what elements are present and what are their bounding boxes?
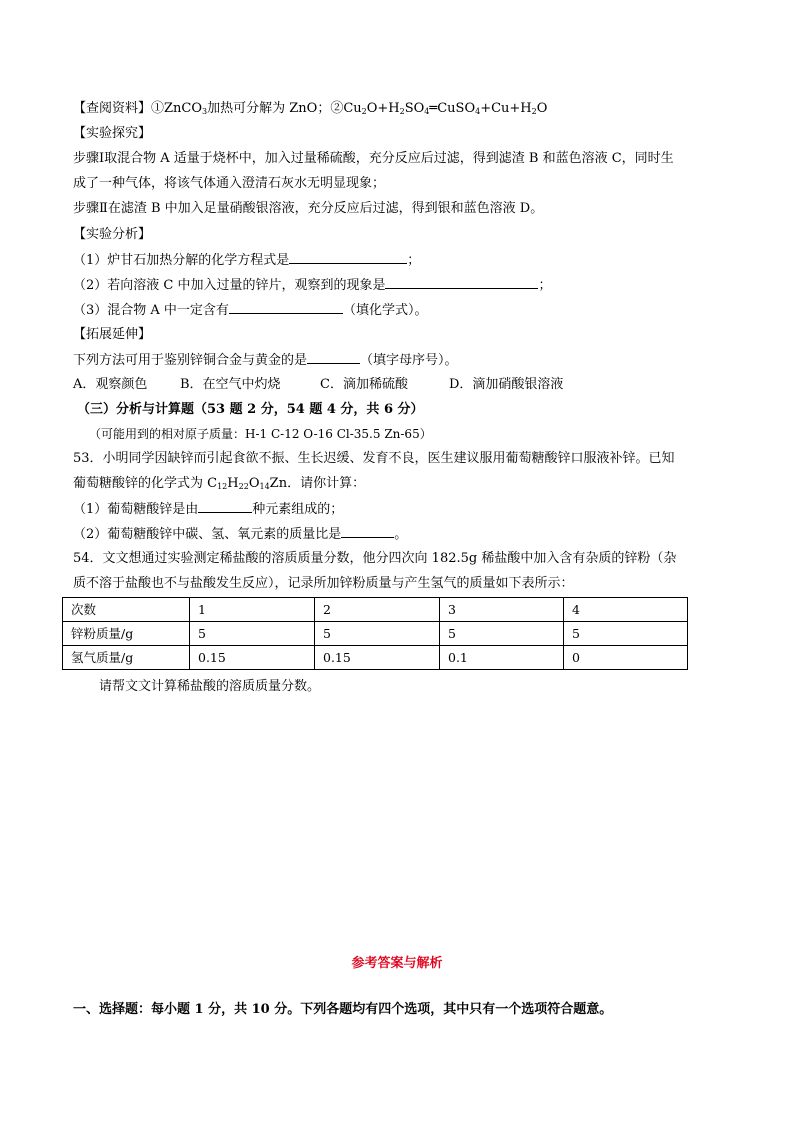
table-cell: 0: [564, 646, 688, 670]
table-cell: 5: [315, 622, 440, 646]
table-cell: 次数: [63, 598, 190, 622]
option-d: D．滴加硝酸银溶液: [449, 377, 564, 392]
table-cell: 2: [315, 598, 440, 622]
answer-blank[interactable]: [307, 351, 360, 364]
question-3: （3）混合物 A 中一定含有 （填化学式）。: [73, 303, 428, 318]
table-row: [63, 598, 688, 622]
question-1: （1）炉甘石加热分解的化学方程式是 ；: [73, 253, 421, 268]
step1-line1: 步骤Ⅰ取混合物 A 适量于烧杯中，加入过量稀硫酸，充分反应后过滤，得到滤渣 B 和蓝色溶液 C，同时生: [73, 151, 674, 166]
answer-blank[interactable]: [229, 301, 343, 314]
answer-blank[interactable]: [385, 276, 538, 289]
table-row: [63, 646, 688, 670]
table-cell: 0.1: [440, 646, 564, 670]
options-row: [73, 376, 563, 394]
table-cell: 0.15: [190, 646, 315, 670]
answer-blank[interactable]: [289, 251, 407, 264]
q54-instruction: 请帮文文计算稀盐酸的溶质质量分数。: [99, 679, 321, 694]
q53-sub1: （1）葡萄糖酸锌是由 种元素组成的；: [73, 502, 344, 517]
step1-line2: 成了一种气体，将该气体通入澄清石灰水无明显现象；: [73, 176, 386, 191]
table-cell: 0.15: [315, 646, 440, 670]
answer-blank[interactable]: [341, 525, 394, 538]
table-cell: 4: [564, 598, 688, 622]
step2-line: 步骤Ⅱ在滤渣 B 中加入足量硝酸银溶液，充分反应后过滤，得到银和蓝色溶液 D。: [73, 201, 544, 216]
table-cell: 氢气质量/g: [63, 646, 190, 670]
q53-line1: 53．小明同学因缺锌而引起食欲不振、生长迟缓、发育不良，医生建议服用葡萄糖酸锌口服液补锌。已知: [73, 451, 675, 466]
answer-blank[interactable]: [198, 500, 252, 513]
q54-line1: 54．文文想通过实验测定稀盐酸的溶质质量分数，他分四次向 182.5g 稀盐酸中加入含有杂质的锌粉（杂: [73, 551, 677, 566]
reference-line: 【查阅资料】①ZnCO$_3$加热可分解为 ZnO；$②Cu_2O+H_2SO_4═CuSO_4+Cu+H_2O$: [73, 101, 548, 116]
q53-line2: 葡萄糖酸锌的化学式为 $C_{12}H_{22}O_{14}Zn$．请你计算：: [73, 476, 366, 491]
section1-heading: 一、选择题：每小题 1 分，共 10 分。下列各题均有四个选项，其中只有一个选项符合题意。: [73, 1002, 613, 1017]
table-cell: 3: [440, 598, 564, 622]
table-cell: 5: [190, 622, 315, 646]
explore-heading: 【实验探究】: [73, 126, 152, 141]
answer-title: 参考答案与解析: [351, 956, 443, 971]
table-cell: 1: [190, 598, 315, 622]
extend-question: 下列方法可用于鉴别锌铜合金与黄金的是 （填字母序号）。: [73, 353, 458, 368]
table-row: [63, 622, 688, 646]
option-c: C．滴加稀硫酸: [320, 377, 408, 392]
analysis-heading: 【实验分析】: [73, 227, 152, 242]
extend-heading: 【拓展延伸】: [73, 327, 152, 342]
question-2: （2）若向溶液 C 中加入过量的锌片，观察到的现象是 ；: [73, 278, 552, 293]
table-cell: 5: [564, 622, 688, 646]
q53-sub2: （2）葡萄糖酸锌中碳、氢、氧元素的质量比是 。: [73, 527, 408, 542]
zinc-hydrogen-table: [62, 597, 688, 670]
table-cell: 5: [440, 622, 564, 646]
q54-line2: 质不溶于盐酸也不与盐酸发生反应），记录所加锌粉质量与产生氢气的质量如下表所示：: [73, 576, 574, 591]
reference-label: 【查阅资料】: [73, 101, 152, 116]
atomic-masses: （可能用到的相对原子质量：H-1 C-12 O-16 Cl-35.5 Zn-65）: [89, 427, 432, 441]
option-b: B．在空气中灼烧: [180, 377, 281, 392]
table-cell: 锌粉质量/g: [63, 622, 190, 646]
section3-heading: （三）分析与计算题（53 题 2 分，54 题 4 分，共 6 分）: [77, 402, 424, 417]
option-a: A．观察颜色: [73, 377, 148, 392]
